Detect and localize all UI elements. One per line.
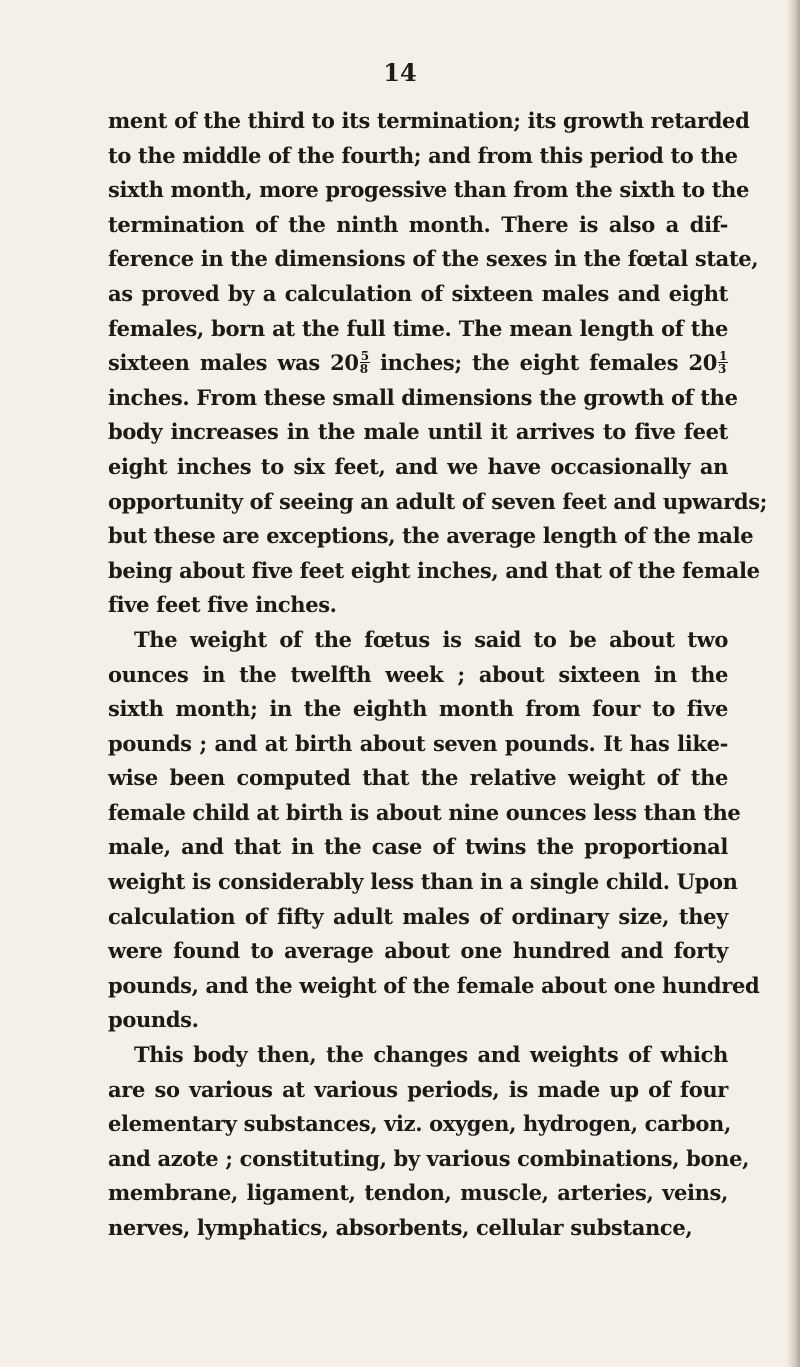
text-line: nerves, lymphatics, absorbents, cellular substance, (108, 1215, 693, 1240)
text-line: wise been computed that the relative weight of the (108, 765, 728, 791)
fraction-five-eighths (360, 350, 370, 375)
text-line: as proved by a calculation of sixteen males and eight (108, 280, 728, 306)
page-edge-shadow (786, 0, 800, 1367)
text-line: to the middle of the fourth; and from this period to the (108, 142, 738, 168)
fraction-numerator: 5 (360, 349, 369, 364)
text-line: elementary substances, viz. oxygen, hydrogen, carbon, (108, 1111, 731, 1137)
text-line: and azote ; constituting, by various combinations, bone, (108, 1145, 750, 1171)
paragraph-start-line: The weight of the fœtus is said to be about two (134, 626, 728, 652)
text-line: opportunity of seeing an adult of seven feet and upwards; (108, 488, 768, 514)
text-line: membrane, ligament, tendon, muscle, arteries, veins, (108, 1180, 728, 1206)
text-line: ounces in the twelfth week ; about sixteen in the (108, 661, 728, 687)
text-line: pounds, and the weight of the female about one hundred (108, 972, 760, 998)
paragraph-start-line: This body then, the changes and weights of which (134, 1042, 728, 1068)
text-line: five feet five inches. (108, 592, 337, 618)
text-line: but these are exceptions, the average length of the male (108, 523, 754, 549)
text-line: pounds ; and at birth about seven pounds. It has like- (108, 730, 728, 756)
fraction-denominator: 8 (359, 362, 368, 377)
text-line: were found to average about one hundred and forty (108, 938, 728, 964)
fraction-line-before: sixteen males was 20 (108, 350, 359, 376)
text-line: being about five feet eight inches, and that of the female (108, 557, 760, 583)
page-number: 14 (383, 58, 417, 87)
text-line: pounds. (108, 1007, 199, 1033)
text-line: body increases in the male until it arrives to five feet (108, 419, 728, 445)
text-line: females, born at the full time. The mean length of the (108, 315, 728, 341)
body-text (108, 104, 768, 1246)
text-line: weight is considerably less than in a single child. Upon (108, 869, 738, 895)
text-line: inches. From these small dimensions the growth of the (108, 384, 738, 410)
fraction-numerator: 1 (719, 349, 727, 364)
text-line: termination of the ninth month. There is also a dif- (108, 211, 728, 237)
fraction-denominator: 3 (718, 362, 726, 377)
text-line: calculation of fifty adult males of ordinary size, they (108, 903, 728, 929)
text-line: female child at birth is about nine ounces less than the (108, 799, 741, 825)
text-line: ference in the dimensions of the sexes in the fœtal state, (108, 246, 759, 272)
text-line: male, and that in the case of twins the proportional (108, 834, 728, 860)
text-line: are so various at various periods, is made up of four (108, 1076, 728, 1102)
text-line: ment of the third to its termination; its growth retarded (108, 108, 750, 133)
text-line: sixth month, more progessive than from the sixth to the (108, 177, 750, 203)
text-line: sixth month; in the eighth month from four to five (108, 696, 728, 722)
fraction-one-third (718, 350, 728, 375)
text-line: eight inches to six feet, and we have occasionally an (108, 453, 728, 479)
text-line-with-fractions (108, 346, 728, 381)
fraction-line-middle: inches; the eight females 20 (369, 350, 717, 376)
